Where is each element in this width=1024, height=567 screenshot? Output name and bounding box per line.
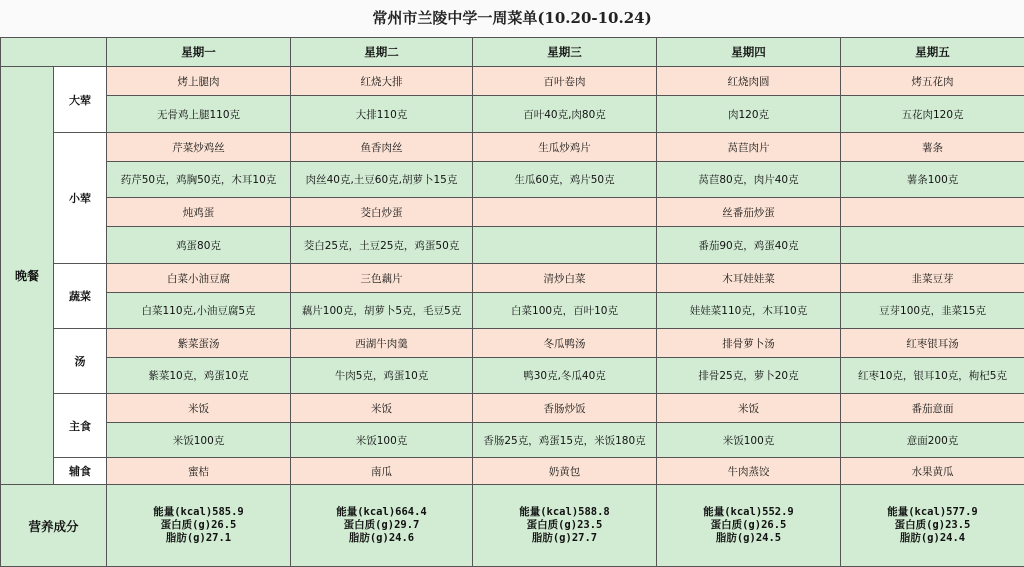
- dish-cell: 茭白炒蛋: [291, 198, 473, 227]
- ingredient-cell: 肉丝40克,土豆60克,胡萝卜15克: [291, 162, 473, 198]
- energy-value: 能量(kcal)664.4: [291, 506, 472, 519]
- energy-value: 能量(kcal)552.9: [657, 506, 840, 519]
- dish-cell: 冬瓜鸭汤: [473, 329, 657, 358]
- protein-value: 蛋白质(g)26.5: [657, 519, 840, 532]
- ingredient-cell: 薯条100克: [841, 162, 1024, 198]
- dish-cell: 番茄意面: [841, 394, 1024, 423]
- ingredient-cell: 白菜100克，百叶10克: [473, 293, 657, 329]
- energy-value: 能量(kcal)588.8: [473, 506, 656, 519]
- dish-cell: 米饭: [107, 394, 291, 423]
- meal-label: 晚餐: [1, 67, 54, 485]
- fat-value: 脂肪(g)27.1: [107, 532, 290, 545]
- dish-cell: 红枣银耳汤: [841, 329, 1024, 358]
- category-da-hun: 大荤: [54, 67, 107, 133]
- ingredient-cell: 肉120克: [657, 96, 841, 133]
- dish-cell: 蜜桔: [107, 458, 291, 485]
- fat-value: 脂肪(g)24.6: [291, 532, 472, 545]
- ingredient-cell: 百叶40克,肉80克: [473, 96, 657, 133]
- category-fu-shi: 辅食: [54, 458, 107, 485]
- ingredient-cell: 意面200克: [841, 423, 1024, 458]
- dish-cell: 米饭: [291, 394, 473, 423]
- dish-cell: 香肠炒饭: [473, 394, 657, 423]
- dish-cell: 生瓜炒鸡片: [473, 133, 657, 162]
- nutrition-label: 营养成分: [1, 485, 107, 567]
- nutrition-cell: [841, 485, 1024, 567]
- ingredient-cell: 米饭100克: [107, 423, 291, 458]
- dish-cell: 水果黄瓜: [841, 458, 1024, 485]
- ingredient-cell: 香肠25克，鸡蛋15克，米饭180克: [473, 423, 657, 458]
- dish-cell: [841, 198, 1024, 227]
- dish-cell: 薯条: [841, 133, 1024, 162]
- dish-cell: 丝番茄炒蛋: [657, 198, 841, 227]
- fat-value: 脂肪(g)24.5: [657, 532, 840, 545]
- nutrition-row: [1, 485, 1024, 567]
- ingredient-cell: 紫菜10克，鸡蛋10克: [107, 358, 291, 394]
- nutrition-cell: [657, 485, 841, 567]
- dish-cell: 木耳娃娃菜: [657, 264, 841, 293]
- ingredient-cell: [473, 227, 657, 264]
- protein-value: 蛋白质(g)23.5: [473, 519, 656, 532]
- dish-cell: 三色藕片: [291, 264, 473, 293]
- dish-cell: [473, 198, 657, 227]
- ingredient-cell: 莴苣80克，肉片40克: [657, 162, 841, 198]
- ingredient-cell: 藕片100克，胡萝卜5克，毛豆5克: [291, 293, 473, 329]
- ingredient-cell: 豆芽100克，韭菜15克: [841, 293, 1024, 329]
- day-header-fri: 星期五: [841, 38, 1024, 67]
- ingredient-cell: 茭白25克，土豆25克，鸡蛋50克: [291, 227, 473, 264]
- ingredient-cell: 五花肉120克: [841, 96, 1024, 133]
- ingredient-cell: 番茄90克，鸡蛋40克: [657, 227, 841, 264]
- dish-cell: 烤上腿肉: [107, 67, 291, 96]
- dish-cell: 奶黄包: [473, 458, 657, 485]
- protein-value: 蛋白质(g)29.7: [291, 519, 472, 532]
- ingredient-cell: 白菜110克,小油豆腐5克: [107, 293, 291, 329]
- ingredient-cell: 米饭100克: [657, 423, 841, 458]
- ingredient-cell: 米饭100克: [291, 423, 473, 458]
- category-xiao-hun: 小荤: [54, 133, 107, 264]
- ingredient-cell: [841, 227, 1024, 264]
- dish-cell: 莴苣肉片: [657, 133, 841, 162]
- dish-cell: 紫菜蛋汤: [107, 329, 291, 358]
- nutrition-cell: [473, 485, 657, 567]
- ingredient-cell: 药芹50克，鸡胸50克，木耳10克: [107, 162, 291, 198]
- day-header-tue: 星期二: [291, 38, 473, 67]
- day-header-row: [1, 38, 1024, 67]
- nutrition-cell: [291, 485, 473, 567]
- dish-cell: 牛肉蒸饺: [657, 458, 841, 485]
- nutrition-cell: [107, 485, 291, 567]
- category-zhu-shi: 主食: [54, 394, 107, 458]
- dish-cell: 白菜小油豆腐: [107, 264, 291, 293]
- ingredient-cell: 娃娃菜110克，木耳10克: [657, 293, 841, 329]
- ingredient-cell: 生瓜60克，鸡片50克: [473, 162, 657, 198]
- ingredient-cell: 牛肉5克，鸡蛋10克: [291, 358, 473, 394]
- dish-cell: 烤五花肉: [841, 67, 1024, 96]
- energy-value: 能量(kcal)585.9: [107, 506, 290, 519]
- dish-cell: 排骨萝卜汤: [657, 329, 841, 358]
- dish-cell: 南瓜: [291, 458, 473, 485]
- ingredient-cell: 鸡蛋80克: [107, 227, 291, 264]
- dish-cell: 芹菜炒鸡丝: [107, 133, 291, 162]
- dish-cell: 清炒白菜: [473, 264, 657, 293]
- ingredient-cell: 大排110克: [291, 96, 473, 133]
- dish-cell: 炖鸡蛋: [107, 198, 291, 227]
- protein-value: 蛋白质(g)26.5: [107, 519, 290, 532]
- ingredient-cell: 排骨25克，萝卜20克: [657, 358, 841, 394]
- protein-value: 蛋白质(g)23.5: [841, 519, 1024, 532]
- dish-cell: 红烧大排: [291, 67, 473, 96]
- dish-cell: 西湖牛肉羹: [291, 329, 473, 358]
- page-title: 常州市兰陵中学一周菜单(10.20-10.24): [0, 0, 1024, 37]
- fat-value: 脂肪(g)24.4: [841, 532, 1024, 545]
- dish-cell: 红烧肉圆: [657, 67, 841, 96]
- category-shu-cai: 蔬菜: [54, 264, 107, 329]
- ingredient-cell: 鸭30克,冬瓜40克: [473, 358, 657, 394]
- day-header-thu: 星期四: [657, 38, 841, 67]
- day-header-wed: 星期三: [473, 38, 657, 67]
- day-header-mon: 星期一: [107, 38, 291, 67]
- menu-table: [0, 37, 1024, 567]
- fat-value: 脂肪(g)27.7: [473, 532, 656, 545]
- energy-value: 能量(kcal)577.9: [841, 506, 1024, 519]
- dish-cell: 米饭: [657, 394, 841, 423]
- dish-cell: 韭菜豆芽: [841, 264, 1024, 293]
- dish-cell: 鱼香肉丝: [291, 133, 473, 162]
- ingredient-cell: 无骨鸡上腿110克: [107, 96, 291, 133]
- category-tang: 汤: [54, 329, 107, 394]
- dish-cell: 百叶卷肉: [473, 67, 657, 96]
- header-corner: [1, 38, 107, 67]
- ingredient-cell: 红枣10克，银耳10克，枸杞5克: [841, 358, 1024, 394]
